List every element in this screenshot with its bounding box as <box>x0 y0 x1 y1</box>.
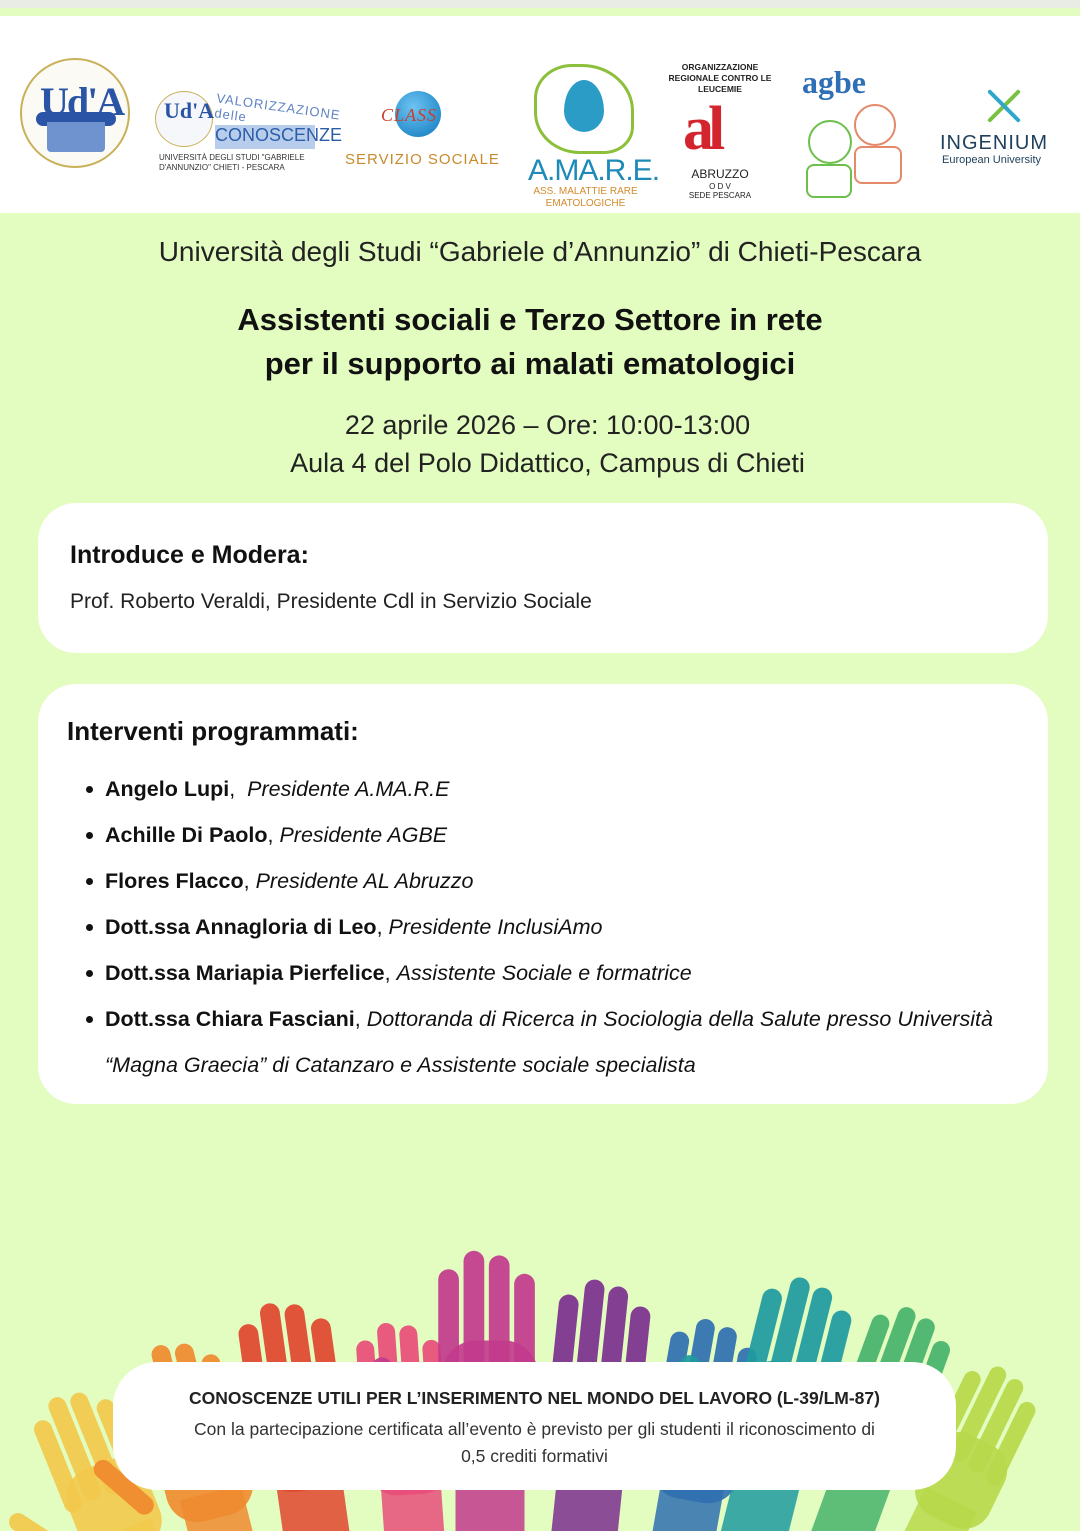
speaker-name: Angelo Lupi <box>105 777 230 801</box>
moderator-heading: Introduce e Modera: <box>70 541 309 569</box>
ingenium-logo-name: INGENIUM <box>940 132 1048 154</box>
moderator-card <box>38 503 1048 653</box>
speaker-separator: , <box>376 915 389 939</box>
valorizzazione-logo-caption: UNIVERSITÀ DEGLI STUDI "GABRIELE D'ANNUNZIO" CHIETI - PESCARA <box>159 153 305 172</box>
speakers-heading: Interventi programmati: <box>67 716 359 746</box>
bullet-icon <box>86 970 93 977</box>
event-location: Aula 4 del Polo Didattico, Campus di Chieti <box>290 448 805 478</box>
valorizzazione-logo-line2: CONOSCENZE <box>215 125 315 149</box>
speaker-role: Dottoranda di Ricerca in Sociologia della Salute presso Università “Magna Graecia” di Catanzaro e Assistente sociale specialista <box>105 1007 993 1077</box>
speaker-role: Presidente A.MA.R.E <box>247 777 450 801</box>
al-logo-region: ABRUZZO <box>691 167 749 181</box>
al-logo-sub1: O D V <box>709 182 731 191</box>
speaker-separator: , <box>384 961 397 985</box>
logo-bar <box>0 16 1080 213</box>
event-datetime <box>0 406 1080 482</box>
speaker-role: Presidente InclusiAmo <box>388 915 603 939</box>
amare-logo-caption: ASS. MALATTIE RARE EMATOLOGICHE <box>533 186 638 209</box>
uda-logo <box>20 58 130 168</box>
speaker-separator: , <box>354 1007 367 1031</box>
al-logo-sub2: SEDE PESCARA <box>688 191 752 200</box>
credits-headline: CONOSCENZE UTILI PER L’INSERIMENTO NEL MONDO DEL LAVORO (L-39/LM-87) <box>189 1388 880 1408</box>
speaker-item <box>86 904 1046 950</box>
bullet-icon <box>86 924 93 931</box>
bullet-icon <box>86 786 93 793</box>
ingenium-logo-caption: European University <box>942 154 1042 166</box>
speaker-role: Presidente AL Abruzzo <box>255 869 474 893</box>
speaker-name: Achille Di Paolo <box>105 823 268 847</box>
bullet-icon <box>86 1016 93 1023</box>
ingenium-x-icon <box>982 84 1026 128</box>
agbe-logo-word: agbe <box>802 64 866 100</box>
class-logo <box>345 91 505 171</box>
ingenium-logo <box>940 84 1065 174</box>
event-date: 22 aprile 2026 – Ore: 10:00-13:00 <box>344 410 751 440</box>
valorizzazione-logo-line1: VALORIZZAZIONE delle <box>213 90 342 125</box>
top-strip <box>0 0 1080 8</box>
speaker-name: Flores Flacco <box>105 869 244 893</box>
speaker-name: Dott.ssa Mariapia Pierfelice <box>105 961 385 985</box>
speaker-item <box>86 858 1046 904</box>
valorizzazione-logo <box>155 90 343 181</box>
event-title-line2: per il supporto ai malati ematologici <box>264 346 796 381</box>
moderator-text: Prof. Roberto Veraldi, Presidente Cdl in Servizio Sociale <box>70 590 592 613</box>
credits-text: Con la partecipazione certificata all’evento è previsto per gli studenti il riconoscimento di 0,5 crediti formativi <box>194 1419 875 1466</box>
bullet-icon <box>86 878 93 885</box>
speaker-separator: , <box>243 869 256 893</box>
speakers-list <box>86 766 1046 1088</box>
speaker-separator: , <box>229 777 248 801</box>
event-title-line1: Assistenti sociali e Terzo Settore in rete <box>237 302 823 337</box>
class-logo-word: CLASS <box>381 105 438 125</box>
university-name: Università degli Studi “Gabriele d’Annunzio” di Chieti-Pescara <box>158 236 922 267</box>
speaker-item <box>86 812 1046 858</box>
speaker-role: Presidente AGBE <box>279 823 448 847</box>
speaker-item <box>86 996 1046 1088</box>
speaker-name: Dott.ssa Annagloria di Leo <box>105 915 377 939</box>
al-logo-top: ORGANIZZAZIONE REGIONALE CONTRO LE LEUCEMIE <box>668 62 772 94</box>
valorizzazione-logo-mark: Ud'A <box>164 98 215 123</box>
al-logo <box>665 62 775 204</box>
al-logo-mark: al <box>683 95 720 163</box>
speakers-card <box>38 684 1048 1104</box>
event-title <box>0 298 1060 386</box>
agbe-logo <box>798 64 918 204</box>
uda-logo-mark: Ud'A <box>40 79 124 124</box>
speaker-item <box>86 766 1046 812</box>
speaker-item <box>86 950 1046 996</box>
amare-logo <box>528 56 660 214</box>
credits-box <box>113 1362 956 1490</box>
class-logo-caption: SERVIZIO SOCIALE <box>345 151 500 168</box>
speaker-separator: , <box>267 823 280 847</box>
speaker-name: Dott.ssa Chiara Fasciani <box>105 1007 355 1031</box>
amare-logo-name: A.MA.R.E. <box>528 154 660 187</box>
bullet-icon <box>86 832 93 839</box>
speaker-role: Assistente Sociale e formatrice <box>396 961 692 985</box>
